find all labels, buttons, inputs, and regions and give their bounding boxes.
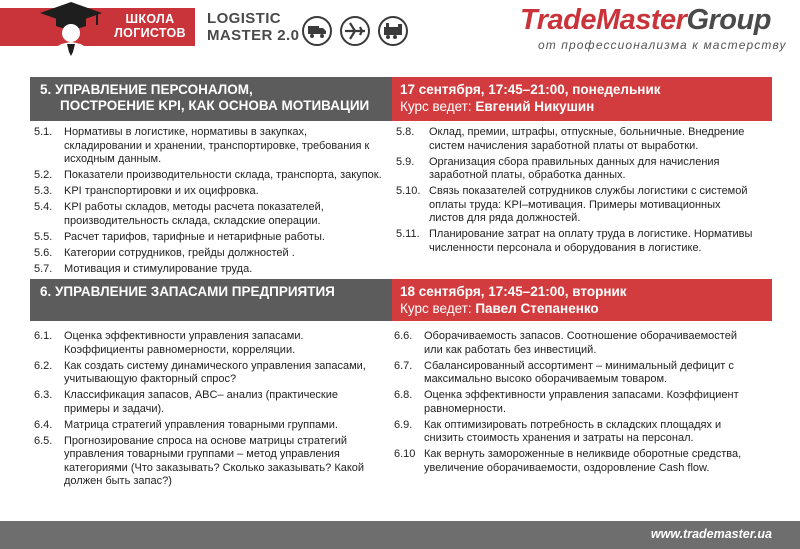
item-number: 6.6. — [394, 330, 413, 342]
list-item — [34, 330, 384, 357]
airplane-icon — [340, 16, 370, 46]
item-text: Показатели производительности склада, транспорта, закупок. — [64, 169, 382, 181]
brand-name-part1: TradeMaster — [520, 4, 687, 36]
item-number: 6.10 — [394, 448, 416, 460]
brand-slogan: от профессионализма к мастерству — [538, 38, 787, 52]
section5-right-list — [396, 126, 758, 258]
school-name — [108, 12, 192, 40]
website-link[interactable]: www.trademaster.ua — [650, 527, 772, 541]
item-text: KPI работы складов, методы расчета показателей, производительность склада, складские операции. — [64, 201, 324, 227]
item-text: Оклад, премии, штрафы, отпускные, больничные. Внедрение систем начисления заработной платы от выработки. — [429, 126, 745, 152]
list-item — [34, 201, 384, 228]
list-item — [34, 126, 384, 167]
item-text: Сбалансированный ассортимент – минимальный дефицит с максимально высоко оборачиваемым товаром. — [424, 359, 734, 385]
item-text: Оценка эффективности управления запасами. Коэффициенты равномерности, корреляции. — [64, 330, 304, 356]
list-item — [34, 435, 384, 489]
item-number: 6.4. — [34, 418, 53, 431]
item-text: Как создать систему динамического управления запасами, учитывающую факторный спрос? — [64, 359, 366, 385]
section6-lecturer — [400, 300, 772, 317]
item-number: 5.11. — [396, 228, 420, 240]
section5-date: 17 сентября, 17:45–21:00, понедельник — [400, 82, 661, 97]
item-text: Как вернуть замороженные в неликвиде оборотные средства, увеличение оборачиваемости, оздоровление Cash flow. — [424, 448, 742, 474]
item-text: Оборачиваемость запасов. Соотношение оборачиваемостей или как работать без инвестиций. — [424, 330, 737, 356]
program-name-line1: LOGISTIC — [207, 10, 282, 27]
item-number: 6.1. — [34, 330, 53, 342]
section6-left-list — [34, 330, 384, 491]
page-footer — [0, 521, 800, 549]
truck-icon — [302, 16, 332, 46]
list-item — [34, 389, 384, 416]
brand-name-part2: Group — [686, 4, 771, 36]
item-text: Связь показателей сотрудников службы логистики с системой оплаты труда: KPI–мотивация. Примеры мотивационных листов для ряда должностей. — [429, 185, 748, 224]
school-name-line1: ШКОЛА — [125, 12, 175, 26]
item-number: 5.4. — [34, 201, 53, 213]
list-item — [34, 419, 384, 433]
item-number: 6.3. — [34, 389, 53, 401]
list-item — [34, 169, 384, 183]
list-item — [396, 156, 758, 183]
list-item — [394, 360, 758, 387]
item-number: 5.10. — [396, 185, 421, 197]
section6-schedule-bar — [392, 279, 772, 321]
school-logo — [0, 8, 195, 46]
item-text: Классификация запасов, ABC– анализ (практические примеры и задачи). — [64, 389, 339, 415]
brand-logo — [520, 4, 771, 37]
lecturer-name: Евгений Никушин — [475, 99, 595, 114]
list-item — [34, 247, 384, 261]
item-text: Мотивация и стимулирование труда. — [64, 262, 253, 275]
item-number: 5.1. — [34, 126, 53, 138]
item-text: Планирование затрат на оплату труда в логистике. Нормативы численности персонала и оборудования в логистике. — [429, 228, 753, 254]
list-item — [394, 419, 758, 446]
item-number: 5.9. — [396, 155, 415, 168]
item-number: 5.6. — [34, 246, 53, 259]
page-header — [0, 0, 800, 62]
list-item — [396, 185, 758, 226]
item-number: 6.9. — [394, 418, 413, 431]
item-number: 5.8. — [396, 126, 415, 138]
section5-schedule-bar — [392, 77, 772, 121]
lecturer-label: Курс ведет: — [400, 99, 472, 114]
list-item — [394, 389, 758, 416]
list-item — [394, 448, 758, 475]
list-item — [394, 330, 758, 357]
item-text: Расчет тарифов, тарифные и нетарифные работы. — [64, 230, 325, 243]
list-item — [34, 231, 384, 245]
item-number: 6.7. — [394, 359, 413, 372]
item-text: Категории сотрудников, грейды должностей . — [64, 246, 295, 259]
item-text: KPI транспортировки и их оцифровка. — [64, 185, 259, 197]
item-text: Как оптимизировать потребность в складских площадях и снизить стоимость хранения и затраты на персонал. — [424, 418, 722, 444]
list-item — [396, 126, 758, 153]
list-item — [34, 185, 384, 199]
lecturer-label: Курс ведет: — [400, 301, 472, 316]
item-text: Матрица стратегий управления товарными группами. — [64, 418, 338, 431]
item-text: Организация сбора правильных данных для начисления заработной платы, обработка данных. — [429, 155, 720, 181]
item-number: 6.5. — [34, 434, 53, 447]
item-number: 6.8. — [394, 389, 413, 401]
program-name-line2: MASTER 2.0 — [207, 27, 300, 44]
section5-lecturer — [400, 98, 772, 115]
section6-date: 18 сентября, 17:45–21:00, вторник — [400, 284, 627, 299]
section5-title-line2: ПОСТРОЕНИЕ KPI, КАК ОСНОВА МОТИВАЦИИ — [60, 98, 370, 113]
item-text: Оценка эффективности управления запасами. Коэффициент равномерности. — [424, 389, 739, 415]
list-item — [34, 263, 384, 277]
item-number: 5.7. — [34, 262, 53, 275]
list-item — [34, 360, 384, 387]
item-number: 5.5. — [34, 230, 53, 243]
section5-title-bar — [30, 77, 392, 121]
train-icon — [378, 16, 408, 46]
section6-title-line1: 6. УПРАВЛЕНИЕ ЗАПАСАМИ ПРЕДПРИЯТИЯ — [40, 284, 335, 299]
section6-right-list — [394, 330, 758, 478]
item-number: 5.2. — [34, 169, 53, 181]
item-number: 6.2. — [34, 359, 53, 372]
section5-left-list — [34, 126, 384, 279]
section6-title-bar — [30, 279, 392, 321]
lecturer-name: Павел Степаненко — [475, 301, 599, 316]
item-text: Прогнозирование спроса на основе матрицы стратегий управления товарными группами – метод управления категориями (Что заказывать? Сколько заказывать? Какой должен быть запас?) — [64, 434, 365, 487]
section5-title-line1: 5. УПРАВЛЕНИЕ ПЕРСОНАЛОМ, — [40, 82, 253, 97]
list-item — [396, 228, 758, 255]
school-name-line2: ЛОГИСТОВ — [114, 26, 186, 40]
item-number: 5.3. — [34, 185, 53, 197]
item-text: Нормативы в логистике, нормативы в закупках, складировании и хранении, транспортировке, требования к исходным данным. — [64, 126, 370, 165]
program-name — [207, 10, 299, 44]
graduate-icon — [36, 0, 106, 58]
